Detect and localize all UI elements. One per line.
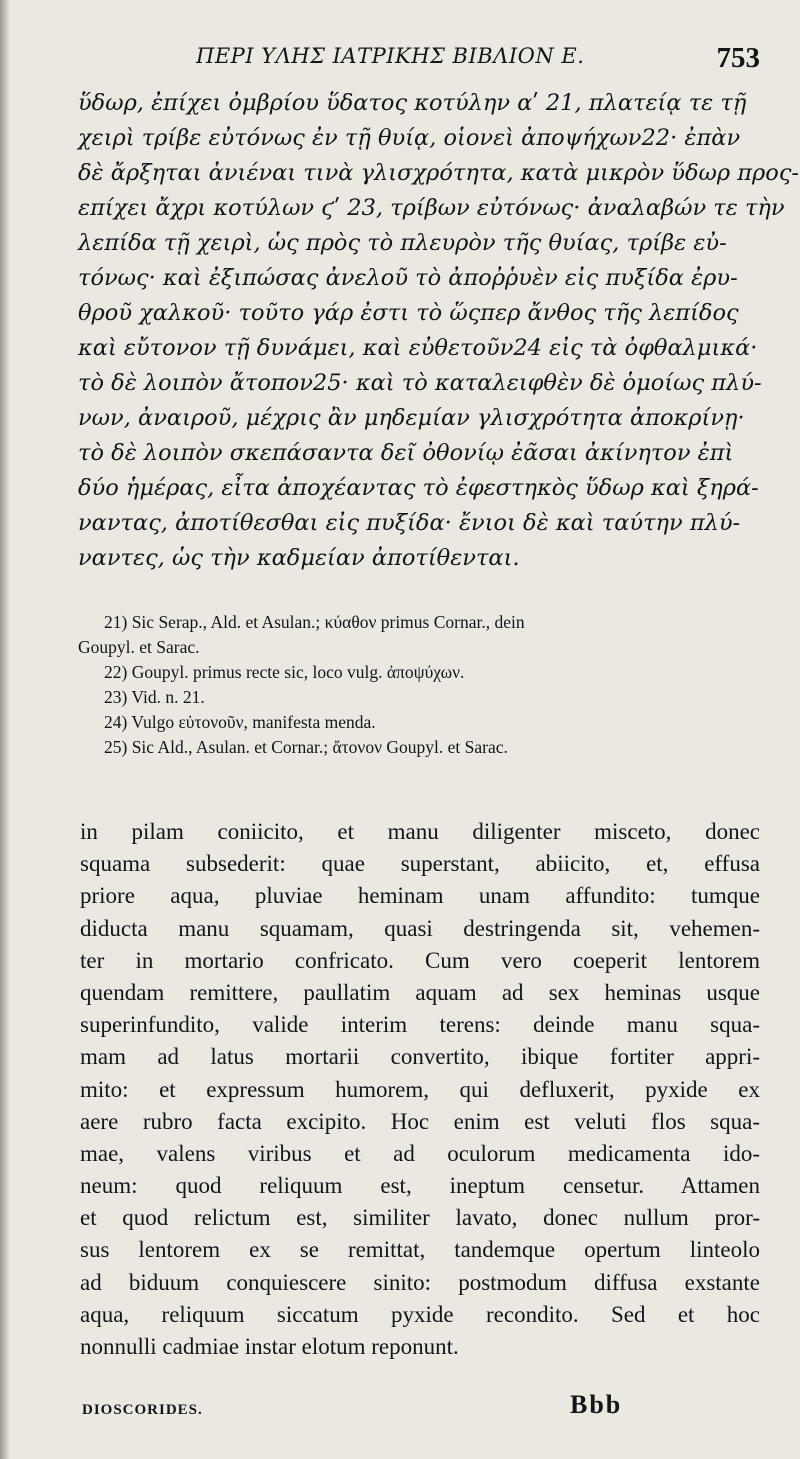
greek-line: χειρὶ τρίβε εὐτόνως ἐν τῇ θυίᾳ, οἱονεὶ ἀποψήχων22· ἐπὰν xyxy=(78,125,741,151)
latin-line: squama subsederit: quae superstant, abiicito, et, effusa xyxy=(80,851,760,877)
latin-line: superinfundito, valide interim terens: deinde manu squa- xyxy=(80,1012,760,1038)
greek-text-block xyxy=(78,86,800,576)
latin-line: mam ad latus mortarii convertito, ibique fortiter appri- xyxy=(80,1044,760,1070)
footnote-22: 22) Goupyl. primus recte sic, loco vulg. ἀποψύχων. xyxy=(104,662,465,682)
greek-line: καὶ εὔτονον τῇ δυνάμει, καὶ εὐθετοῦν24 εἰς τὰ ὀφθαλμικά· xyxy=(78,335,758,361)
latin-line: aere rubro facta excipito. Hoc enim est veluti flos squa- xyxy=(80,1108,760,1134)
sheet-mark: Bbb xyxy=(570,1390,623,1419)
running-title: ΠΕΡΙ ΥΛΗΣ ΙΑΤΡΙΚΗΣ ΒΙΒΛΙΟΝ Ε. xyxy=(196,44,585,68)
greek-line: επίχει ἄχρι κοτύλων ϛʹ 23, τρίβων εὐτόνως· ἀναλαβών τε τὴν xyxy=(78,195,785,221)
latin-line: diducta manu squamam, quasi destringenda sit, vehemen- xyxy=(80,915,760,941)
latin-line: mae, valens viribus et ad oculorum medicamenta ido- xyxy=(80,1140,760,1166)
page-number: 753 xyxy=(716,42,760,74)
page-gutter-shadow xyxy=(0,0,10,1459)
greek-line: λεπίδα τῇ χειρὶ, ὡς πρὸς τὸ πλευρὸν τῆς θυίας, τρίβε εὐ- xyxy=(78,230,727,256)
greek-line: τόνως· καὶ ἐξιπώσας ἀνελοῦ τὸ ἀποῤῥυὲν εἰς πυξίδα ἐρυ- xyxy=(78,265,738,291)
latin-line: neum: quod reliquum est, ineptum censetur. Attamen xyxy=(80,1173,760,1199)
greek-line: δὲ ἄρξηται ἀνιέναι τινὰ γλισχρότητα, κατὰ μικρὸν ὕδωρ προς- xyxy=(78,160,800,186)
greek-line: θροῦ χαλκοῦ· τοῦτο γάρ ἐστι τὸ ὥςπερ ἄνθος τῆς λεπίδος xyxy=(78,300,739,326)
greek-line: ναντες, ὡς τὴν καδμείαν ἀποτίθενται. xyxy=(78,545,520,571)
greek-line: δύο ἡμέρας, εἶτα ἀποχέαντας τὸ ἐφεστηκὸς ὕδωρ καὶ ξηρά- xyxy=(78,475,759,501)
latin-line: et quod relictum est, similiter lavato, donec nullum pror- xyxy=(80,1205,760,1231)
greek-line: τὸ δὲ λοιπὸν σκεπάσαντα δεῖ ὀθονίῳ ἐᾶσαι ἀκίνητον ἐπὶ xyxy=(78,440,734,466)
latin-line: mito: et expressum humorem, qui defluxerit, pyxide ex xyxy=(80,1076,760,1102)
latin-text-block xyxy=(80,816,760,1363)
footnote-21-continued: Goupyl. et Sarac. xyxy=(78,637,200,657)
signature-mark: DIOSCORIDES. xyxy=(82,1402,203,1418)
footnote-23: 23) Vid. n. 21. xyxy=(104,687,205,707)
latin-line: priore aqua, pluviae heminam unam affundito: tumque xyxy=(80,883,760,909)
page-header xyxy=(0,38,800,88)
page-footer xyxy=(0,1390,800,1430)
footnote-21: 21) Sic Serap., Ald. et Asulan.; κύαθον primus Cornar., dein xyxy=(104,612,525,632)
greek-line: τὸ δὲ λοιπὸν ἄτοπον25· καὶ τὸ καταλειφθὲν δὲ ὁμοίως πλύ- xyxy=(78,370,762,396)
footnote-25: 25) Sic Ald., Asulan. et Cornar.; ἄτονον Goupyl. et Sarac. xyxy=(104,737,508,757)
latin-line: aqua, reliquum siccatum pyxide recondito. Sed et hoc xyxy=(80,1301,760,1327)
footnote-24: 24) Vulgo εὐτονοῦν, manifesta menda. xyxy=(104,712,376,732)
latin-line: in pilam coniicito, et manu diligenter misceto, donec xyxy=(80,819,760,844)
greek-line: νων, ἀναιροῦ, μέχρις ἂν μηδεμίαν γλισχρότητα ἀποκρίνῃ· xyxy=(78,405,745,431)
greek-line: ναντας, ἀποτίθεσθαι εἰς πυξίδα· ἔνιοι δὲ καὶ ταύτην πλύ- xyxy=(78,510,741,536)
latin-line: ter in mortario confricato. Cum vero coeperit lentorem xyxy=(80,947,760,973)
greek-line: ὕδωρ, ἐπίχει ὀμβρίου ὕδατος κοτύλην αʹ 21, πλατείᾳ τε τῇ xyxy=(78,90,747,116)
latin-line: ad biduum conquiescere sinito: postmodum diffusa exstante xyxy=(80,1269,760,1295)
latin-line: quendam remittere, paullatim aquam ad sex heminas usque xyxy=(80,979,760,1005)
latin-line: sus lentorem ex se remittat, tandemque opertum linteolo xyxy=(80,1237,760,1263)
footnotes xyxy=(78,610,762,760)
latin-line: nonnulli cadmiae instar elotum reponunt. xyxy=(80,1334,459,1359)
